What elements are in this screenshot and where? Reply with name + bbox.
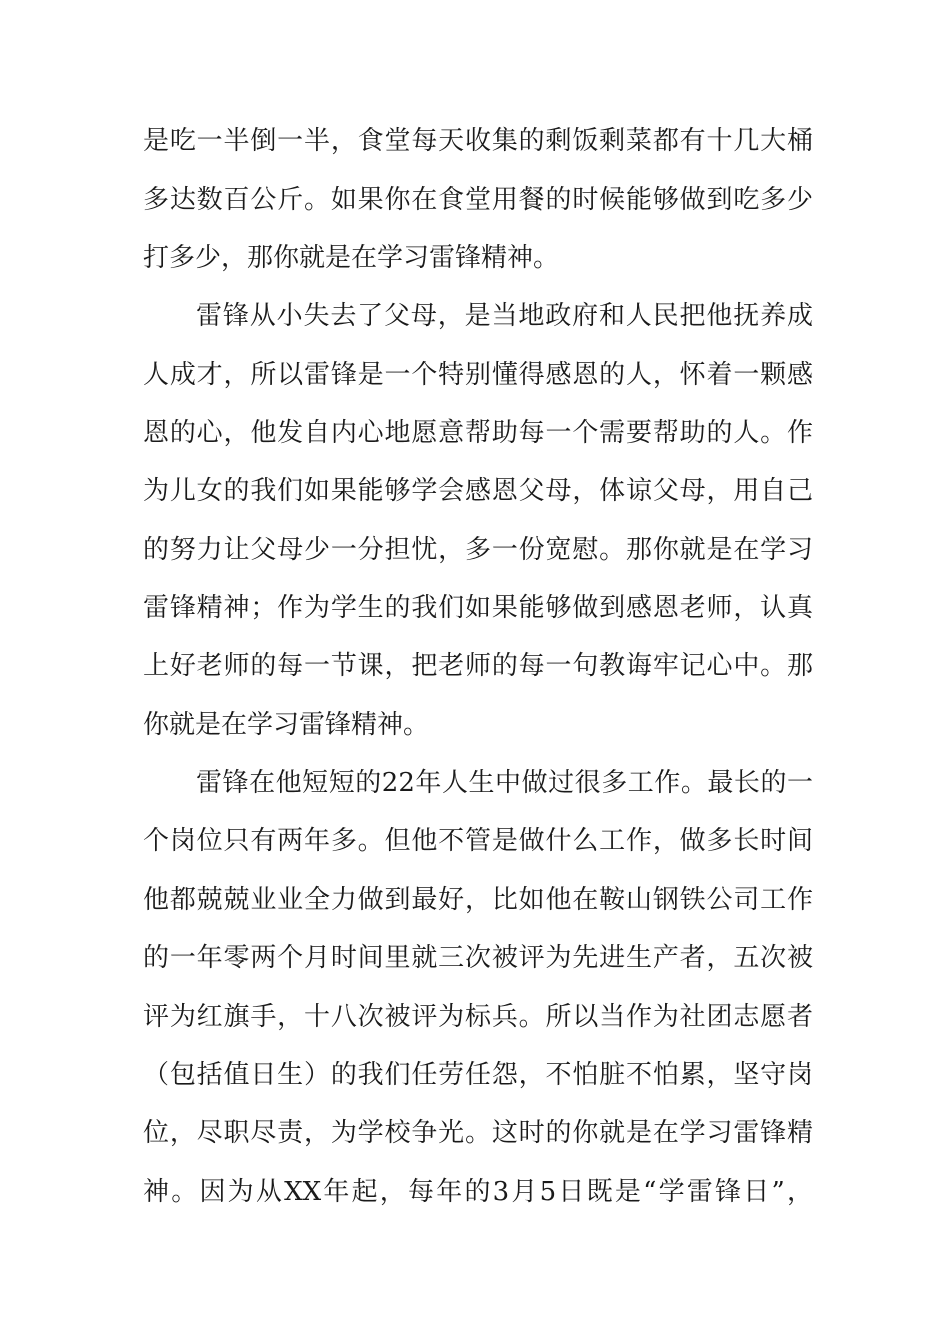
paragraph-1-line-2: 多达数百公斤。如果你在食堂用餐的时候能够做到吃多少 bbox=[143, 185, 813, 215]
paragraph-3-line-5: 评为红旗手，十八次被评为标兵。所以当作为社团志愿者 bbox=[143, 1002, 813, 1032]
paragraph-2-line-4: 为儿女的我们如果能够学会感恩父母，体谅父母，用自己 bbox=[143, 476, 813, 506]
paragraph-1-line-3: 打多少，那你就是在学习雷锋精神。 bbox=[143, 243, 560, 273]
paragraph-3-line-7: 位，尽职尽责，为学校争光。这时的你就是在学习雷锋精 bbox=[143, 1118, 813, 1148]
paragraph-2-line-1: 雷锋从小失去了父母，是当地政府和人民把他抚养成 bbox=[196, 301, 813, 331]
paragraph-3-line-4: 的一年零两个月时间里就三次被评为先进生产者，五次被 bbox=[143, 943, 813, 973]
paragraph-3-line-1: 雷锋在他短短的22年人生中做过很多工作。最长的一 bbox=[196, 768, 813, 798]
paragraph-3-line-3: 他都兢兢业业全力做到最好，比如他在鞍山钢铁公司工作 bbox=[143, 885, 813, 915]
paragraph-2-line-7: 上好老师的每一节课，把老师的每一句教诲牢记心中。那 bbox=[143, 651, 813, 681]
paragraph-3-line-8: 神。因为从XX年起，每年的3月5日既是“学雷锋日”， bbox=[143, 1177, 813, 1207]
paragraph-2-line-3: 恩的心，他发自内心地愿意帮助每一个需要帮助的人。作 bbox=[143, 418, 813, 448]
paragraph-2-line-6: 雷锋精神；作为学生的我们如果能够做到感恩老师，认真 bbox=[143, 593, 813, 623]
paragraph-3-line-2: 个岗位只有两年多。但他不管是做什么工作，做多长时间 bbox=[143, 826, 813, 856]
paragraph-2-line-8: 你就是在学习雷锋精神。 bbox=[143, 710, 430, 740]
paragraph-2-line-2: 人成才，所以雷锋是一个特别懂得感恩的人，怀着一颗感 bbox=[143, 360, 813, 390]
paragraph-1-line-1: 是吃一半倒一半，食堂每天收集的剩饭剩菜都有十几大桶 bbox=[143, 126, 813, 156]
paragraph-3-line-6: （包括值日生）的我们任劳任怨，不怕脏不怕累，坚守岗 bbox=[143, 1060, 813, 1090]
paragraph-2-line-5: 的努力让父母少一分担忧，多一份宽慰。那你就是在学习 bbox=[143, 535, 813, 565]
